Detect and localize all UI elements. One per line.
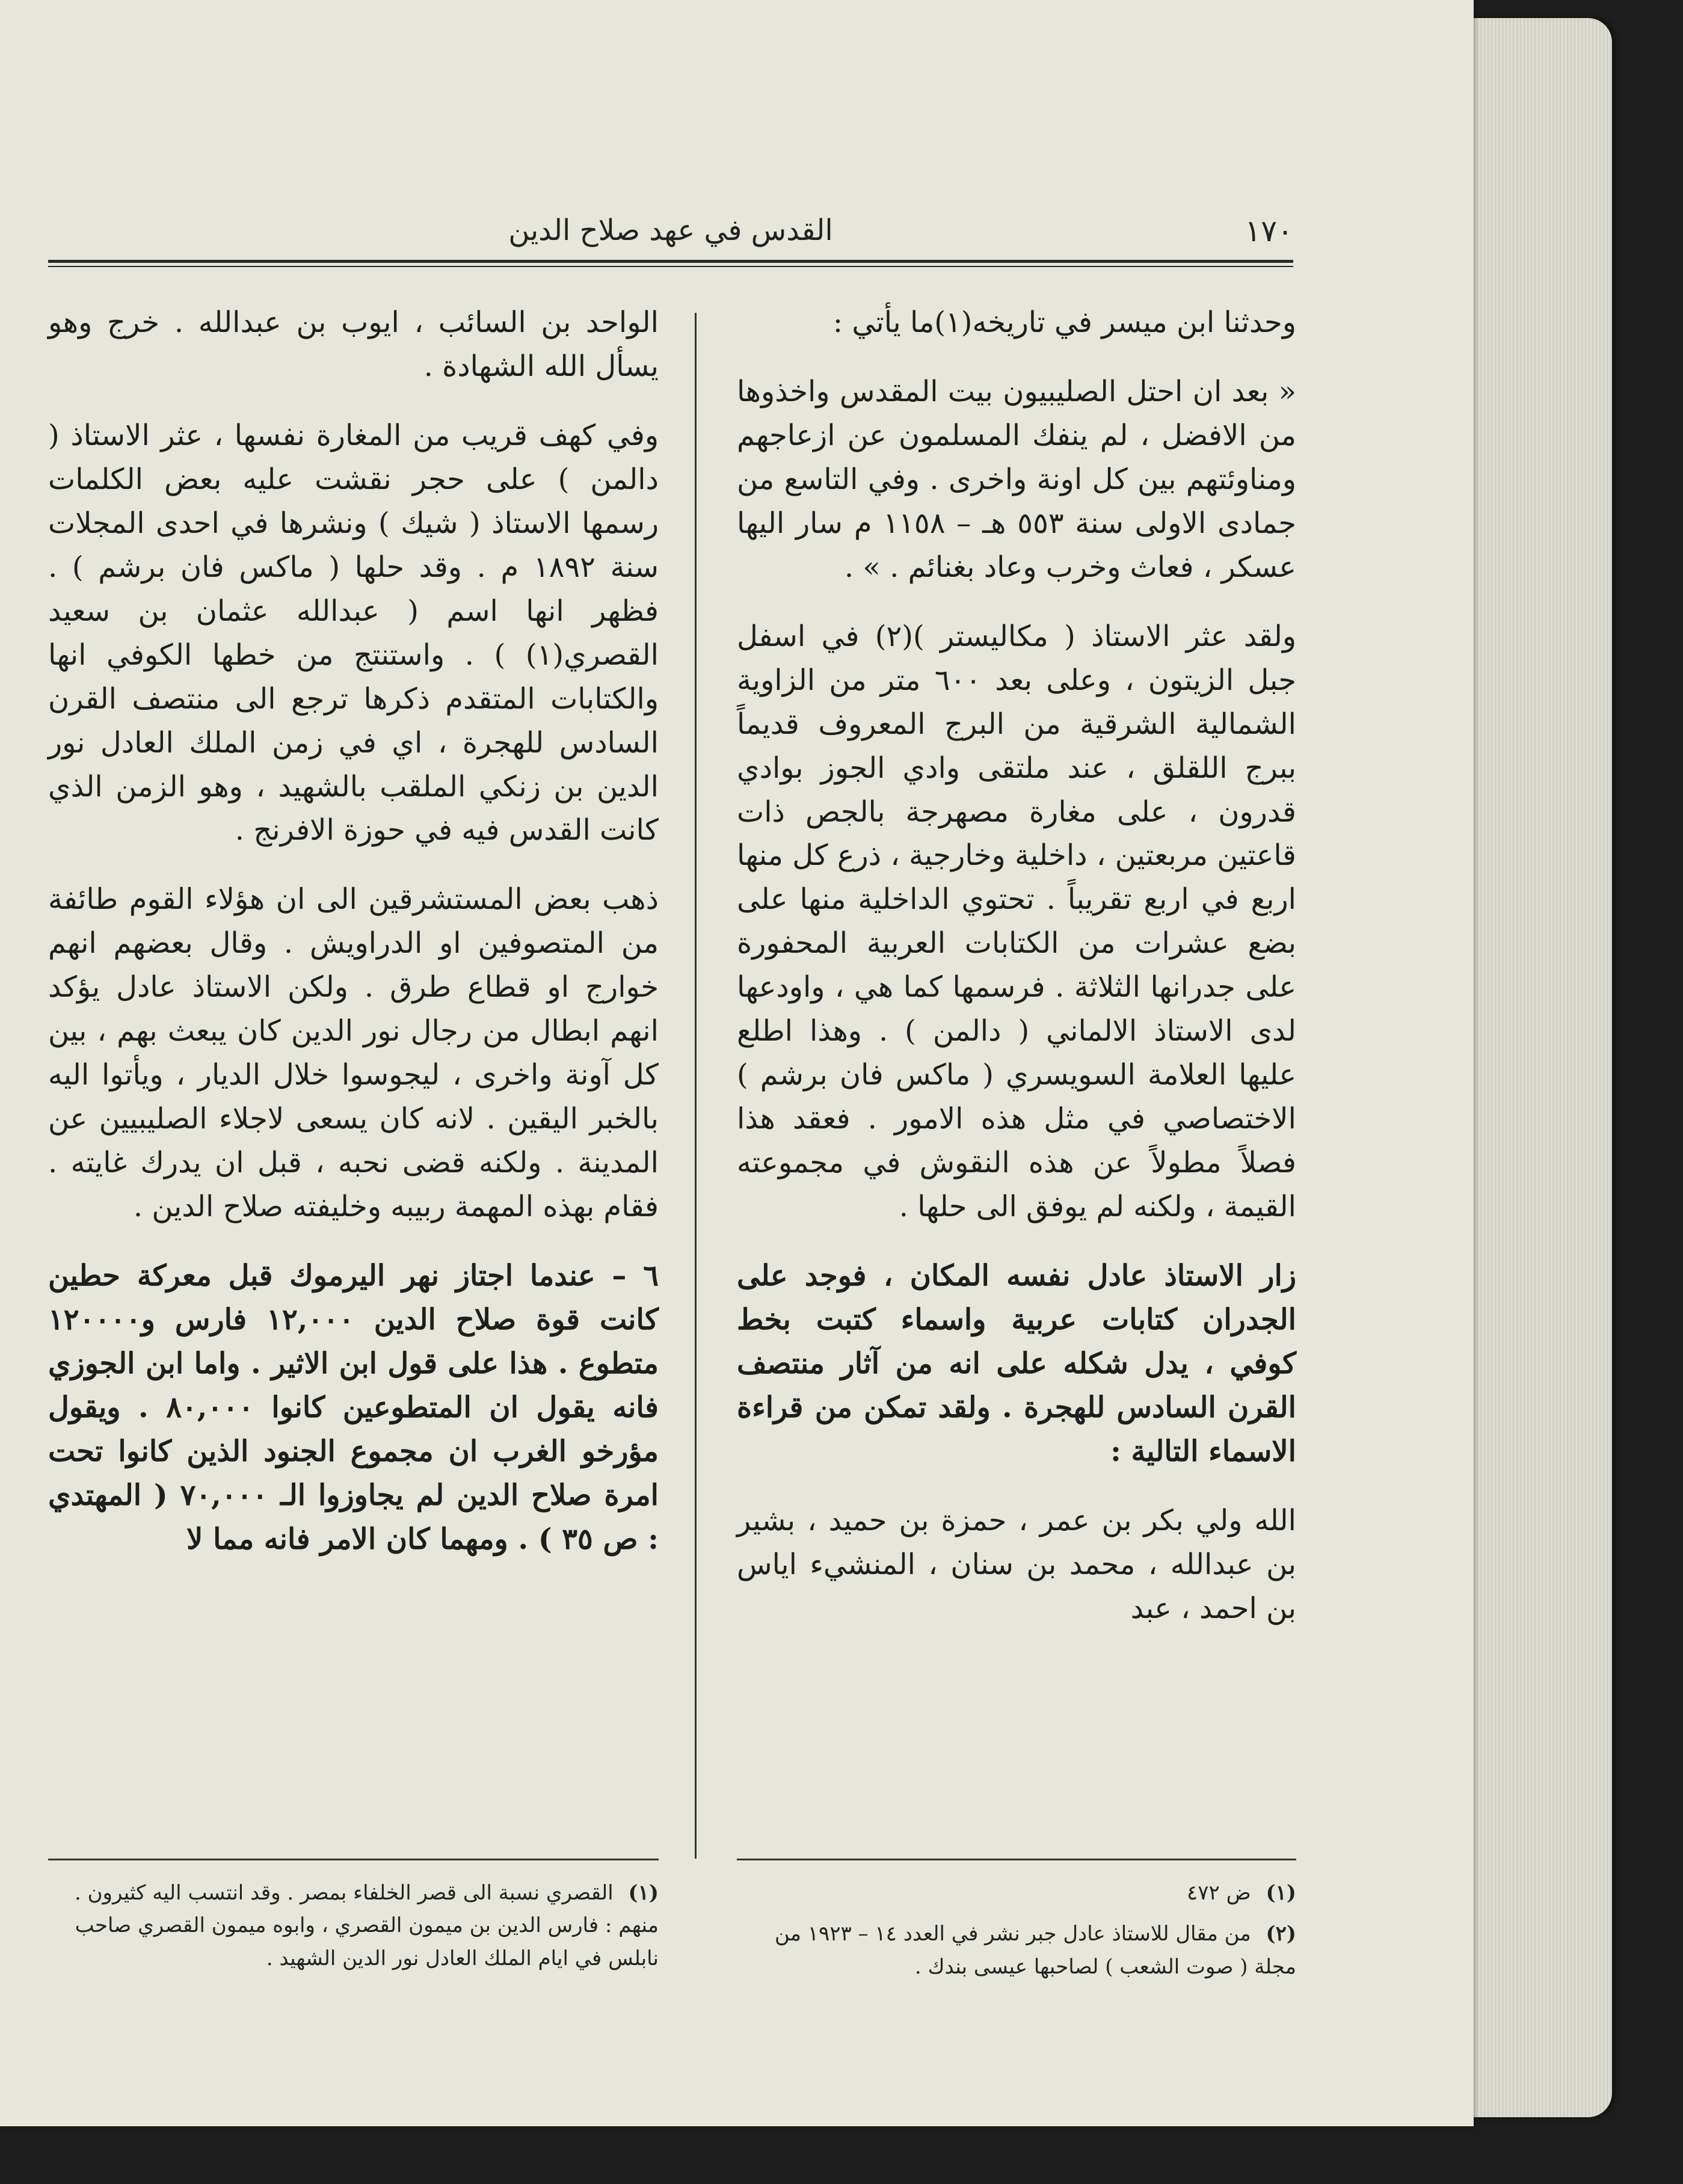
paragraph: ذهب بعض المستشرقين الى ان هؤلاء القوم طائفة من المتصوفين او الدراويش . وقال بعضهم انهم خوارج او قطاع طرق . ولكن الاستاذ عادل يؤكد انهم ابطال من رجال نور الدين كان يبعث بهم ، بين كل آونة واخرى ، ليجوسوا خلال الديار ، ويأتوا اليه بالخبر اليقين . لانه كان يسعى لاجلاء الصليبيين عن المدينة . ولكنه قضى نحبه ، قبل ان يدرك غايته . فقام بهذه المهمة ربيبه وخليفته صلاح الدين .	[48, 882, 659, 1224]
footnote-rule	[737, 1859, 1296, 1860]
footnote-number: (١)	[628, 1881, 659, 1905]
footnote-text: ض ٤٧٢	[1187, 1881, 1251, 1905]
footnote-number: (٢)	[1266, 1922, 1296, 1946]
footnote-text: من مقال للاستاذ عادل جبر نشر في العدد ١٤ – ١٩٢٣ من مجلة ( صوت الشعب ) لصاحبها عيسى بندك .	[774, 1922, 1296, 1979]
header-rule	[48, 260, 1293, 263]
footnotes-right	[737, 1877, 1296, 1992]
footnote-number: (١)	[1266, 1881, 1296, 1905]
footnote	[737, 1877, 1296, 1909]
footnote-rule	[48, 1859, 659, 1860]
right-column	[737, 301, 1296, 1656]
column-divider	[695, 313, 697, 1859]
paragraph: ولقد عثر الاستاذ ( مكاليستر )(٢) في اسفل جبل الزيتون ، وعلى بعد ٦٠٠ متر من الزاوية الشمالية الشرقية من البرج المعروف قديماً ببرج اللقلق ، عند ملتقى وادي الجوز بوادي قدرون ، على مغارة مصهرجة بالجص ذات قاعتين مربعتين ، داخلية وخارجية ، ذرع كل منها اربع في اربع تقريباً . تحتوي الداخلية منها على بضع عشرات من الكتابات العربية المحفورة على جدرانها الثلاثة . فرسمها كما هي ، واودعها لدى الاستاذ الالماني ( دالمن ) . وهذا اطلع عليها العلامة السويسري ( ماكس فان برشم ) الاختصاصي في مثل هذه الامور . فعقد هذا فصلاً مطولاً عن هذه النقوش في مجموعته القيمة ، ولكنه لم يوفق الى حلها .	[737, 619, 1297, 1224]
paragraph: ٦ – عندما اجتاز نهر اليرموك قبل معركة حطين كانت قوة صلاح الدين ١٢,٠٠٠ فارس و١٢٠٠٠٠ متطوع . هذا على قول ابن الاثير . واما ابن الجوزي فانه يقول ان المتطوعين كانوا ٨٠,٠٠٠ . ويقول مؤرخو الغرب ان مجموع الجنود الذين كانوا تحت امرة صلاح الدين لم يجاوزوا الـ ٧٠,٠٠٠ ( المهتدي : ص ٣٥ ) . ومهما كان الامر فانه مما لا	[48, 1259, 659, 1556]
paragraph: زار الاستاذ عادل نفسه المكان ، فوجد على الجدران كتابات عربية واسماء كتبت بخط كوفي ، يدل شكله على انه من آثار منتصف القرن السادس للهجرة . ولقد تمكن من قراءة الاسماء التالية :	[737, 1259, 1296, 1468]
page-number: ١٧٠	[1245, 214, 1293, 248]
page-header	[48, 214, 1293, 256]
paragraph: « بعد ان احتل الصليبيون بيت المقدس واخذوها من الافضل ، لم ينفك المسلمون عن ازعاجهم ومناوئتهم بين كل اونة واخرى . وفي التاسع من جمادى الاولى سنة ٥٥٣ هـ – ١١٥٨ م سار اليها عسكر ، فعاث وخرب وعاد بغنائم . » .	[737, 374, 1296, 584]
footnote-text: القصري نسبة الى قصر الخلفاء بمصر . وقد انتسب اليه كثيرون . منهم : فارس الدين بن ميمون القصري ، وابوه ميمون القصري صاحب نابلس في ايام الملك العادل نور الدين الشهيد .	[74, 1881, 659, 1970]
paragraph: الواحد بن السائب ، ايوب بن عبدالله . خرج وهو يسأل الله الشهادة .	[48, 306, 659, 383]
footnotes-left	[48, 1877, 659, 1983]
footnote	[48, 1877, 659, 1975]
page-edges	[1468, 18, 1612, 2117]
left-column	[48, 301, 659, 1587]
header-rule-thin	[48, 266, 1293, 267]
running-title: القدس في عهد صلاح الدين	[508, 214, 833, 247]
paragraph: وفي كهف قريب من المغارة نفسها ، عثر الاستاذ ( دالمن ) على حجر نقشت عليه بعض الكلمات رسمها الاستاذ ( شيك ) ونشرها في احدى المجلات سنة ١٨٩٢ م . وقد حلها ( ماكس فان برشم ) . فظهر انها اسم ( عبدالله عثمان بن سعيد القصري(١) ) . واستنتج من خطها الكوفي انها والكتابات المتقدم ذكرها ترجع الى منتصف القرن السادس للهجرة ، اي في زمن الملك العادل نور الدين بن زنكي الملقب بالشهيد ، وهو الزمن الذي كانت القدس فيه في حوزة الافرنج .	[48, 418, 659, 847]
footnote	[737, 1918, 1296, 1983]
paragraph: الله ولي بكر بن عمر ، حمزة بن حميد ، بشير بن عبدالله ، محمد بن سنان ، المنشيء اياس بن احمد ، عبد	[737, 1503, 1296, 1625]
paragraph: وحدثنا ابن ميسر في تاريخه(١)ما يأتي :	[832, 306, 1296, 339]
